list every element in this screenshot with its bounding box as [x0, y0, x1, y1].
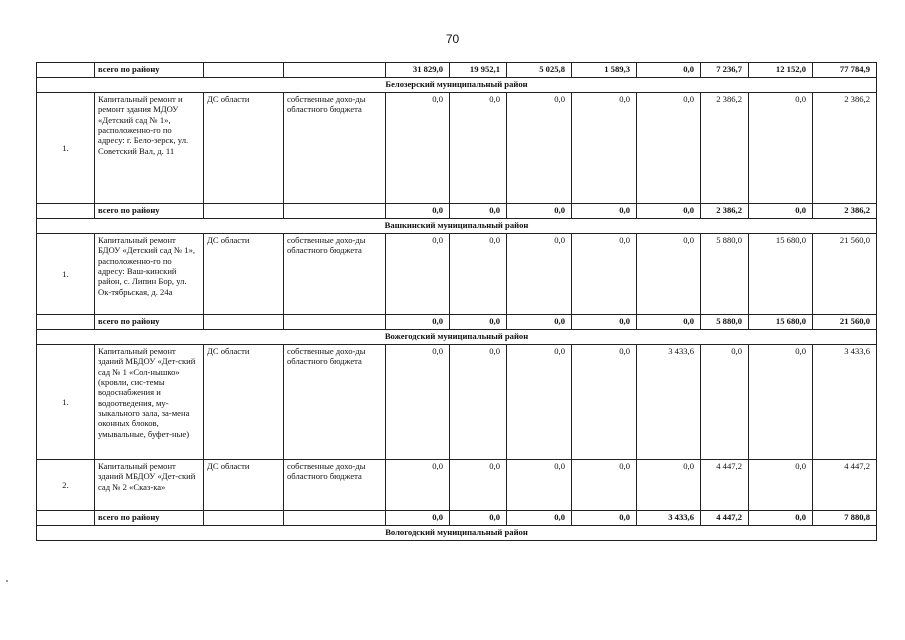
amount-cell: 0,0	[450, 93, 507, 204]
amount-cell: 0,0	[749, 460, 813, 511]
total-label: всего по району	[95, 204, 204, 219]
total-value: 7 880,8	[813, 511, 877, 526]
total-value: 77 784,9	[813, 63, 877, 78]
total-label: всего по району	[95, 63, 204, 78]
funding-source: собственные дохо-ды областного бюджета	[284, 460, 386, 511]
district-header-row	[37, 330, 877, 345]
source-cell	[284, 204, 386, 219]
row-index: 1.	[37, 345, 95, 460]
project-name: Капитальный ремонт зданий МБДОУ «Дет-ский сад № 2 «Сказ-ка»	[95, 460, 204, 511]
customer-cell: ДС области	[204, 234, 284, 315]
total-value: 0,0	[637, 204, 701, 219]
amount-cell: 0,0	[386, 93, 450, 204]
total-value: 2 386,2	[701, 204, 749, 219]
customer-cell: ДС области	[204, 460, 284, 511]
amount-cell: 5 880,0	[701, 234, 749, 315]
total-value: 0,0	[450, 511, 507, 526]
amount-cell: 0,0	[572, 345, 637, 460]
total-value: 0,0	[637, 63, 701, 78]
row-index: 1.	[37, 234, 95, 315]
district-header-row	[37, 526, 877, 541]
funding-source: собственные дохо-ды областного бюджета	[284, 93, 386, 204]
amount-cell: 0,0	[450, 460, 507, 511]
source-cell	[284, 63, 386, 78]
funding-source: собственные дохо-ды областного бюджета	[284, 234, 386, 315]
customer-cell	[204, 204, 284, 219]
amount-cell: 4 447,2	[813, 460, 877, 511]
amount-cell: 2 386,2	[701, 93, 749, 204]
total-value: 21 560,0	[813, 315, 877, 330]
row-index: 1.	[37, 93, 95, 204]
customer-cell	[204, 315, 284, 330]
total-value: 0,0	[572, 511, 637, 526]
amount-cell: 0,0	[507, 460, 572, 511]
amount-cell: 0,0	[507, 345, 572, 460]
total-value: 31 829,0	[386, 63, 450, 78]
total-value: 12 152,0	[749, 63, 813, 78]
customer-cell: ДС области	[204, 345, 284, 460]
total-value: 15 680,0	[749, 315, 813, 330]
total-value: 5 880,0	[701, 315, 749, 330]
total-value: 0,0	[450, 204, 507, 219]
amount-cell: 0,0	[572, 234, 637, 315]
source-cell	[284, 315, 386, 330]
total-value: 0,0	[450, 315, 507, 330]
amount-cell: 0,0	[386, 345, 450, 460]
amount-cell: 0,0	[572, 93, 637, 204]
total-value: 0,0	[637, 315, 701, 330]
row-index: 2.	[37, 460, 95, 511]
index-cell	[37, 315, 95, 330]
district-title: Вашкинский муниципальный район	[37, 219, 877, 234]
index-cell	[37, 204, 95, 219]
total-label: всего по району	[95, 315, 204, 330]
customer-cell	[204, 63, 284, 78]
customer-cell: ДС области	[204, 93, 284, 204]
table-row	[37, 345, 877, 460]
total-label: всего по району	[95, 511, 204, 526]
district-total-row	[37, 511, 877, 526]
total-value: 0,0	[386, 511, 450, 526]
customer-cell	[204, 511, 284, 526]
amount-cell: 3 433,6	[813, 345, 877, 460]
project-name: Капитальный ремонт зданий МБДОУ «Дет-ский сад № 1 «Сол-нышко» (кровли, сис-темы водоснабжения и водоотведения, му-зыкального зала, за-мена оконных блоков, умывальные, буфет-ные)	[95, 345, 204, 460]
index-cell	[37, 63, 95, 78]
district-header-row	[37, 219, 877, 234]
table-row	[37, 93, 877, 204]
budget-table	[36, 62, 877, 541]
district-title: Вологодский муниципальный район	[37, 526, 877, 541]
total-value: 0,0	[572, 204, 637, 219]
total-value: 0,0	[749, 511, 813, 526]
total-value: 0,0	[386, 204, 450, 219]
total-value: 0,0	[507, 204, 572, 219]
amount-cell: 3 433,6	[637, 345, 701, 460]
total-value: 7 236,7	[701, 63, 749, 78]
project-name: Капитальный ремонт и ремонт здания МДОУ «Детский сад № 1», расположенно-го по адресу: г. Бело-зерск, ул. Советский Вал, д. 11	[95, 93, 204, 204]
district-title: Вожегодский муниципальный район	[37, 330, 877, 345]
district-title: Белозерский муниципальный район	[37, 78, 877, 93]
total-value: 4 447,2	[701, 511, 749, 526]
district-total-row	[37, 204, 877, 219]
index-cell	[37, 511, 95, 526]
total-value: 0,0	[386, 315, 450, 330]
amount-cell: 0,0	[450, 345, 507, 460]
amount-cell: 0,0	[450, 234, 507, 315]
total-value: 0,0	[749, 204, 813, 219]
amount-cell: 21 560,0	[813, 234, 877, 315]
table-row	[37, 234, 877, 315]
amount-cell: 2 386,2	[813, 93, 877, 204]
district-header-row	[37, 78, 877, 93]
amount-cell: 0,0	[637, 234, 701, 315]
amount-cell: 0,0	[572, 460, 637, 511]
funding-source: собственные дохо-ды областного бюджета	[284, 345, 386, 460]
amount-cell: 15 680,0	[749, 234, 813, 315]
page-number: 70	[445, 32, 460, 46]
amount-cell: 0,0	[637, 460, 701, 511]
total-value: 0,0	[507, 511, 572, 526]
total-value: 5 025,8	[507, 63, 572, 78]
source-cell	[284, 511, 386, 526]
amount-cell: 0,0	[507, 93, 572, 204]
district-total-row	[37, 63, 877, 78]
amount-cell: 0,0	[749, 93, 813, 204]
total-value: 19 952,1	[450, 63, 507, 78]
total-value: 0,0	[572, 315, 637, 330]
total-value: 2 386,2	[813, 204, 877, 219]
district-total-row	[37, 315, 877, 330]
amount-cell: 0,0	[637, 93, 701, 204]
table-row	[37, 460, 877, 511]
amount-cell: 0,0	[701, 345, 749, 460]
total-value: 3 433,6	[637, 511, 701, 526]
project-name: Капитальный ремонт БДОУ «Детский сад № 1», расположенно-го по адресу: Ваш-кинский район, с. Липин Бор, ул. Ок-тябрьская, д. 24а	[95, 234, 204, 315]
total-value: 1 589,3	[572, 63, 637, 78]
amount-cell: 4 447,2	[701, 460, 749, 511]
table-body	[37, 63, 877, 541]
scan-speck	[6, 580, 8, 582]
amount-cell: 0,0	[386, 460, 450, 511]
amount-cell: 0,0	[386, 234, 450, 315]
amount-cell: 0,0	[749, 345, 813, 460]
amount-cell: 0,0	[507, 234, 572, 315]
total-value: 0,0	[507, 315, 572, 330]
